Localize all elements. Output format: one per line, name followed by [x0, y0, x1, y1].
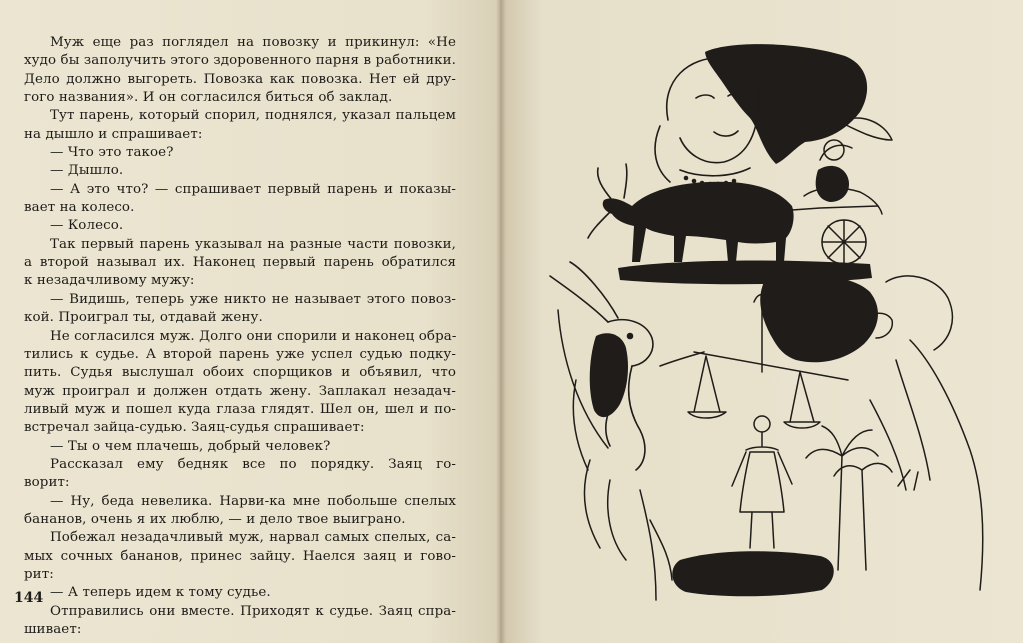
driver-body	[816, 166, 849, 202]
hare-back-shape	[590, 333, 628, 417]
text-line: к незадачливому мужу:	[24, 273, 195, 289]
text-line: — Колесо.	[50, 218, 124, 234]
woman-figure-drawing	[732, 416, 792, 548]
text-line: Рассказал ему бедняк все по порядку. Заяц го-	[50, 456, 456, 472]
text-line: мых сочных бананов, принес зайцу. Наелся заяц и гово-	[24, 548, 456, 564]
text-line: муж проиграл и должен отдать жену. Заплакал незадач-	[24, 383, 456, 399]
text-line: — Что это такое?	[50, 145, 174, 161]
text-line: бананов, очень я их люблю, — и дело твое выиграно.	[24, 511, 406, 527]
text-line: Муж еще раз поглядел на повозку и прикинул: «Не	[50, 35, 456, 50]
text-line: — А теперь идем к тому судье.	[50, 585, 271, 601]
text-line: а второй называл их. Наконец первый парень обратился	[24, 255, 456, 271]
text-line: — Ты о чем плачешь, добрый человек?	[50, 438, 331, 454]
text-line: гого названия». И он согласился биться об заклад.	[24, 90, 393, 106]
text-line: рит:	[24, 566, 54, 582]
text-line: пить. Судья выслушал обоих спорщиков и объявил, что	[24, 365, 456, 381]
book-gutter	[496, 0, 506, 643]
right-page	[500, 0, 1023, 643]
text-line: вает на колесо.	[24, 200, 135, 216]
text-line: — Дышло.	[50, 163, 124, 179]
text-line: Побежал незадачливый муж, нарвал самых спелых, са-	[50, 530, 456, 546]
text-line: Так первый парень указывал на разные части повозки,	[50, 236, 456, 252]
text-line: — А это что? — спрашивает первый парень и показы-	[50, 181, 456, 197]
parrot-drawing	[862, 276, 983, 590]
bear-silhouette	[760, 275, 878, 362]
text-line: Не согласился муж. Долго они спорили и наконец обра-	[50, 328, 457, 344]
text-line: ворит:	[24, 475, 70, 491]
text-line: Отправились они вместе. Приходят к судье. Заяц спра-	[50, 603, 456, 619]
text-line: Дело должно выгореть. Повозка как повозка. Нет ей дру-	[24, 71, 456, 87]
page-number: 144	[14, 590, 44, 606]
text-line: кой. Проиграл ты, отдавай жену.	[24, 310, 263, 326]
text-line: худо бы заполучить этого здоровенного парня в работники.	[24, 53, 456, 69]
story-text	[24, 34, 456, 639]
text-line: на дышло и спрашивает:	[24, 126, 203, 142]
text-line: Тут парень, который спорил, поднялся, указал пальцем	[50, 108, 456, 124]
left-page	[0, 0, 500, 643]
text-line: — Ну, беда невелика. Нарви-ка мне побольше спелых	[50, 493, 456, 509]
ox-silhouette	[603, 182, 794, 262]
text-line: встречал зайца-судью. Заяц-судья спрашивает:	[24, 420, 365, 436]
bottom-ink-blob	[672, 551, 833, 596]
text-line: шивает:	[24, 622, 82, 637]
story-illustration	[500, 0, 1023, 643]
text-line: ливый муж и пошел куда глаза глядят. Шел он, шел и по-	[24, 401, 456, 417]
palm-trees-drawing	[806, 426, 892, 570]
text-line: — Видишь, теперь уже никто не называет этого повоз-	[50, 291, 456, 307]
text-line: тились к судье. А второй парень уже успел судью подку-	[24, 346, 456, 362]
